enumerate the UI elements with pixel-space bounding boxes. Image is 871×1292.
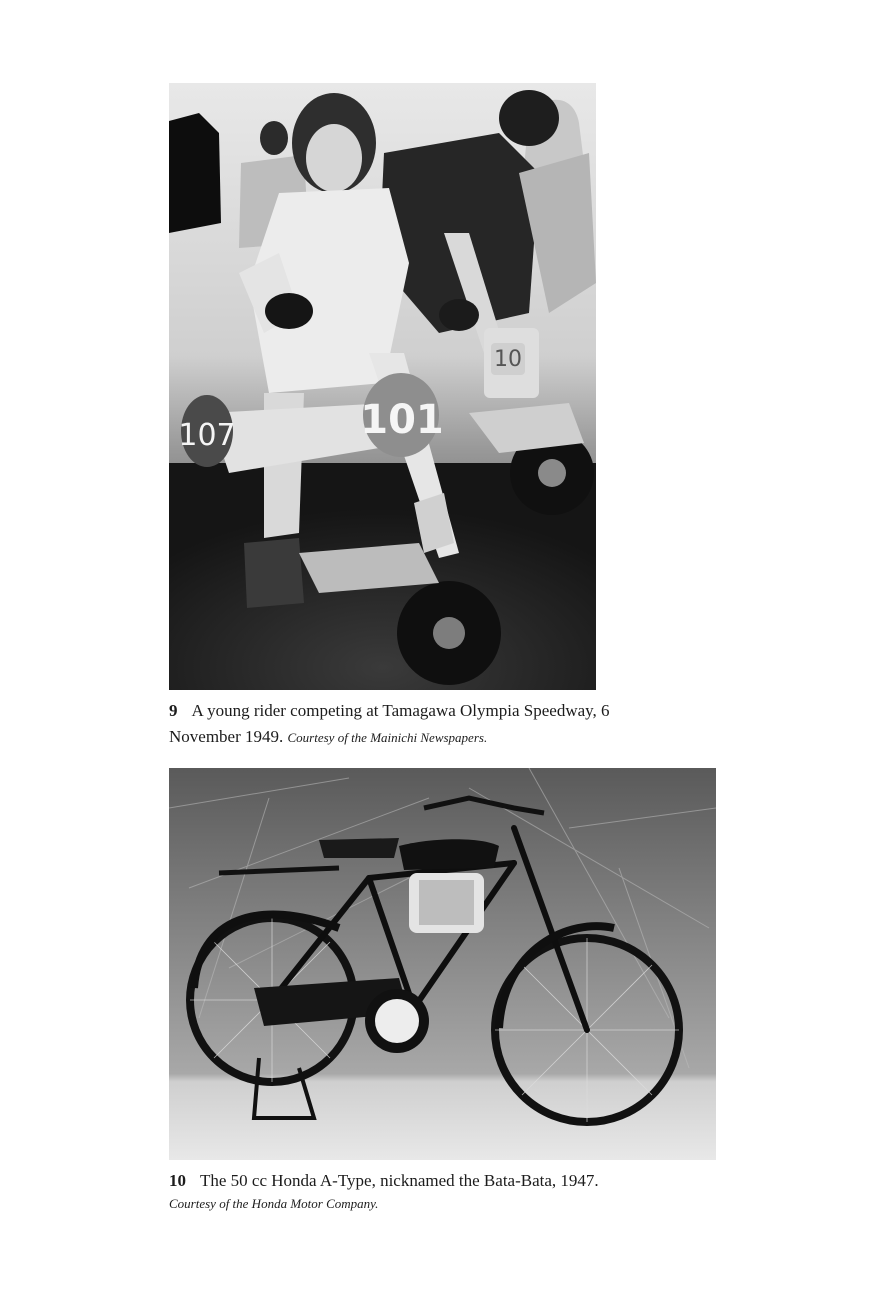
caption-text: A young rider competing at Tamagawa Olympia Speedway, 6 November 1949.: [169, 701, 610, 746]
photo-honda-a-type: [169, 768, 716, 1160]
caption-text: The 50 cc Honda A-Type, nicknamed the Bata-Bata, 1947.: [200, 1171, 599, 1190]
figure-9-caption: [169, 698, 629, 751]
photo-young-rider: [169, 83, 596, 690]
plate-number-right: 10: [494, 347, 522, 372]
caption-credit: Courtesy of the Mainichi Newspapers.: [287, 730, 488, 745]
plate-number-center: 101: [360, 397, 444, 443]
figure-number: 9: [169, 701, 178, 720]
figure-10-caption: [169, 1168, 729, 1214]
figure-number: 10: [169, 1171, 186, 1190]
plate-number-left: 107: [178, 418, 236, 453]
caption-credit: Courtesy of the Honda Motor Company.: [169, 1196, 379, 1211]
